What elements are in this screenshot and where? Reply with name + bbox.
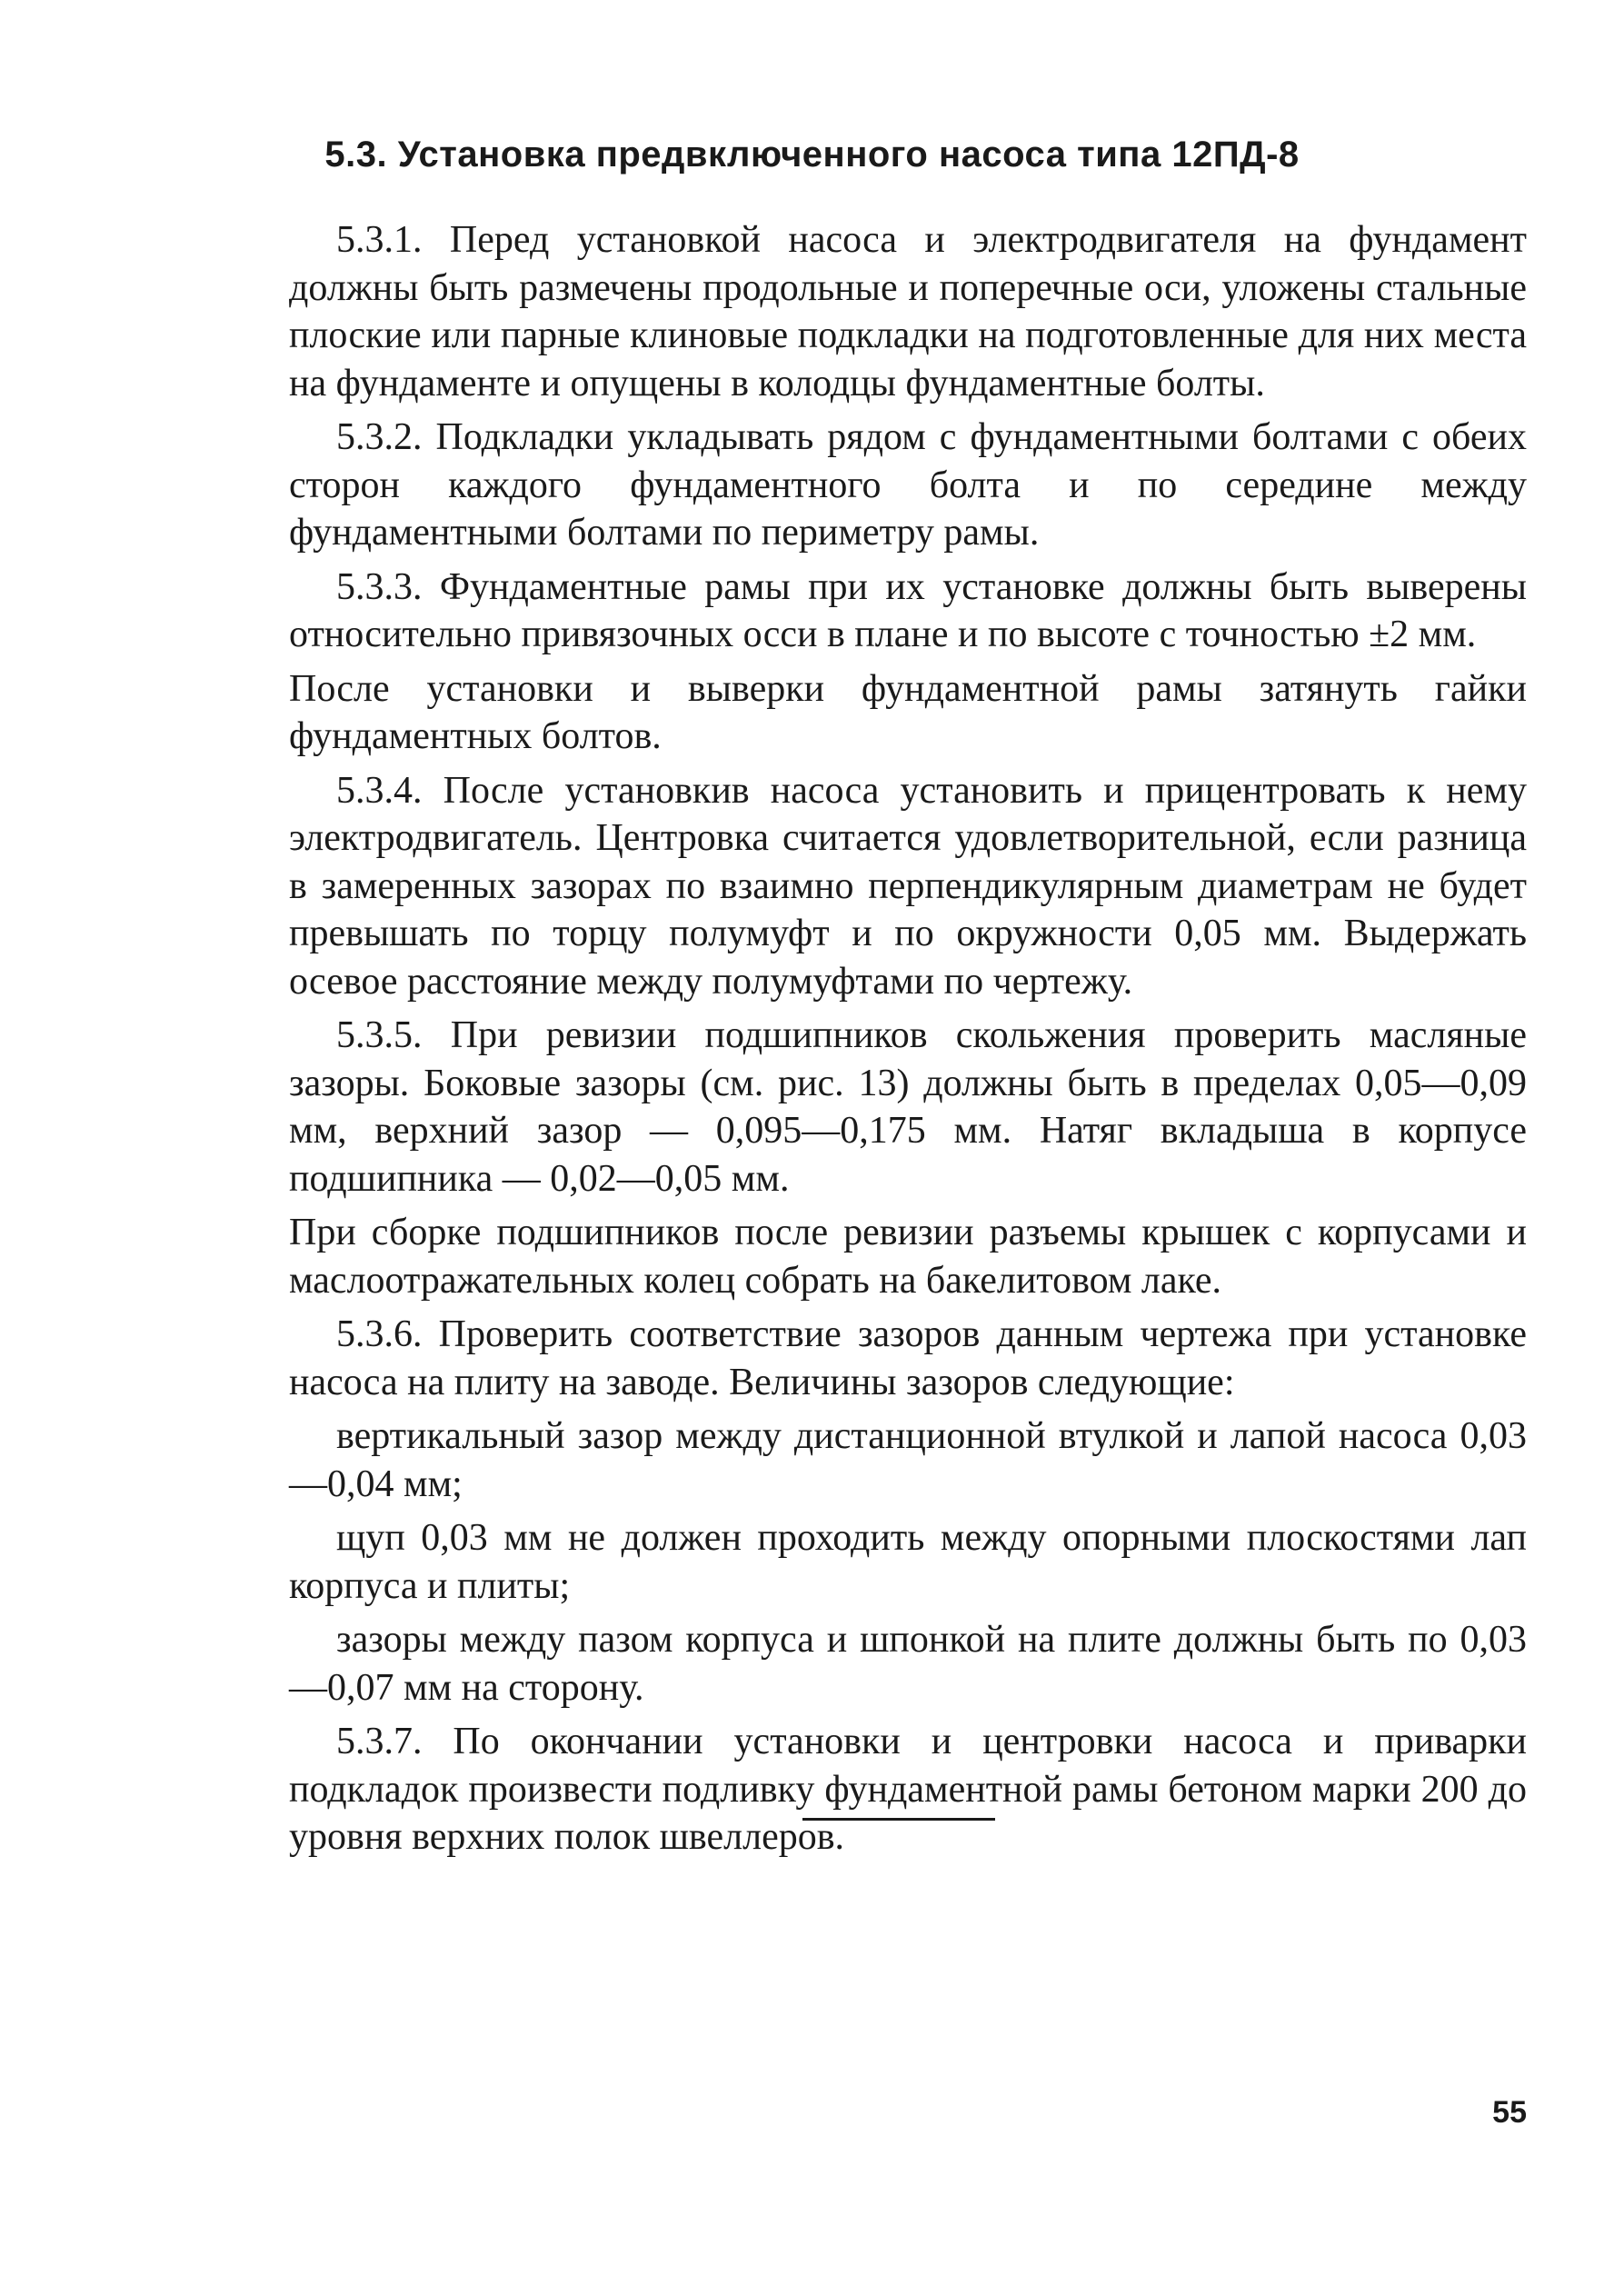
paragraph-bearing-assembly: При сборке подшипников после ревизии разъемы крышек с корпусами и маслоотражательных колец собрать на бакелитовом лаке.: [289, 1212, 1527, 1302]
paragraph-frame-tightening: После установки и выверки фундаментной рамы затянуть гайки фундаментных болтов.: [289, 667, 1527, 757]
paragraph-5-3-2: 5.3.2. Подкладки укладывать рядом с фундаментными болтами с обеих сторон каждого фундаментного болта и по середине между фундаментными болтами по периметру рамы.: [289, 416, 1527, 554]
end-of-section-rule: [802, 1818, 995, 1821]
paragraph-5-3-4: 5.3.4. После установкив насоса установить и прицентровать к нему электродвигатель. Центровка считается удовлетворительной, если разница в замеренных зазорах по взаимно перпендикулярным диаметрам не будет превышать по торцу полумуфт и по окружности 0,05 мм. Выдержать осевое расстояние между полумуфтами по чертежу.: [289, 769, 1527, 1003]
clearance-item-vertical: вертикальный зазор между дистанционной втулкой и лапой насоса 0,03—0,04 мм;: [289, 1415, 1527, 1505]
paragraph-5-3-6: 5.3.6. Проверить соответствие зазоров данным чертежа при установке насоса на плиту на заводе. Величины зазоров следующие:: [289, 1313, 1527, 1403]
paragraph-5-3-1: 5.3.1. Перед установкой насоса и электродвигателя на фундамент должны быть размечены продольные и поперечные оси, уложены стальные плоские или парные клиновые подкладки на подготовленные для них места на фундаменте и опущены в колодцы фундаментные болты.: [289, 219, 1527, 404]
page-number: 55: [1492, 2095, 1527, 2130]
clearance-item-key-slot: зазоры между пазом корпуса и шпонкой на плите должны быть по 0,03—0,07 мм на сторону.: [289, 1619, 1527, 1709]
section-heading: 5.3. Установка предвключенного насоса типа 12ПД-8: [324, 135, 1300, 175]
clearance-item-feeler: щуп 0,03 мм не должен проходить между опорными плоскостями лап корпуса и плиты;: [289, 1517, 1527, 1607]
section-body: [289, 216, 1527, 1868]
paragraph-5-3-5: 5.3.5. При ревизии подшипников скольжения проверить масляные зазоры. Боковые зазоры (см. рис. 13) должны быть в пределах 0,05—0,09 мм, верхний зазор — 0,095—0,175 мм. Натяг вкладыша в корпусе подшипника — 0,02—0,05 мм.: [289, 1014, 1527, 1200]
paragraph-5-3-7: 5.3.7. По окончании установки и центровки насоса и приварки подкладок произвести подливку фундаментной рамы бетоном марки 200 до уровня верхних полок швеллеров.: [289, 1721, 1527, 1858]
paragraph-5-3-3: 5.3.3. Фундаментные рамы при их установке должны быть выверены относительно привязочных осси в плане и по высоте с точностью ±2 мм.: [289, 565, 1527, 655]
